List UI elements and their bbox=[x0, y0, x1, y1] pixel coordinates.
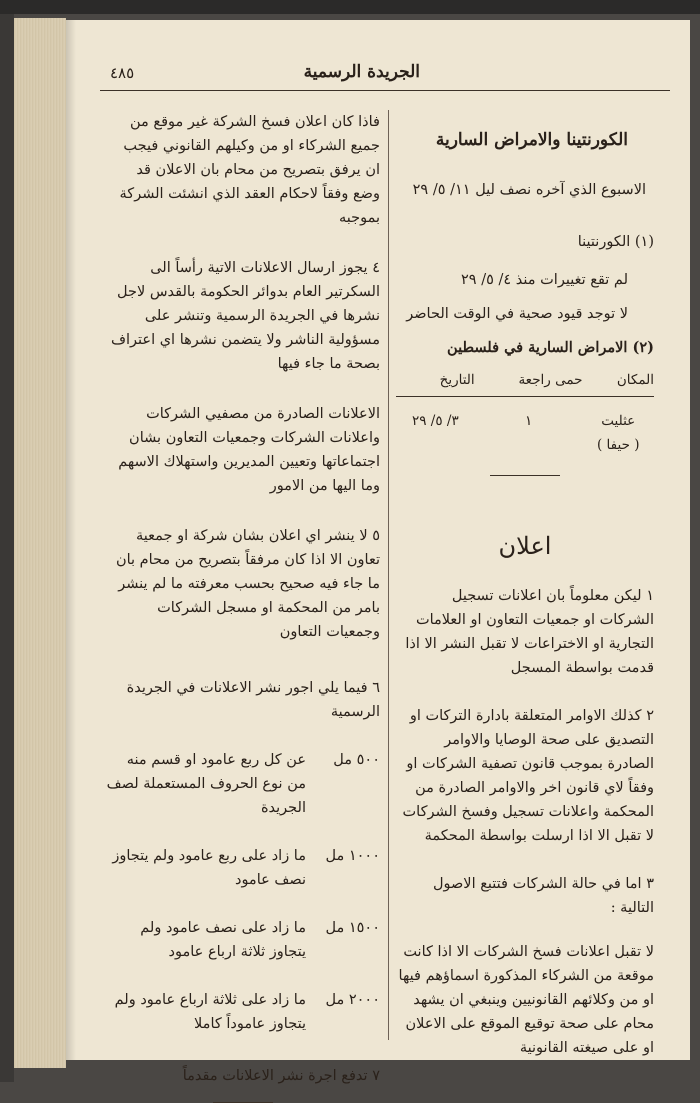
left-paragraph-6: ٧ تدفع اجرة نشر الاعلانات مقدماً bbox=[182, 1068, 380, 1084]
row-count: ١ bbox=[524, 413, 533, 429]
left-column bbox=[106, 110, 380, 1103]
table-header-date: التاريخ bbox=[396, 364, 475, 397]
fee-amount: ٥٠٠ مل bbox=[333, 752, 380, 768]
fee-amount: ١٥٠٠ مل bbox=[325, 920, 380, 936]
quarantine-title: الكورنتينا والامراض السارية bbox=[435, 130, 628, 150]
fee-text: عن كل ربع عامود او قسم منه من نوع الحروف المستعملة لصف الجريدة bbox=[106, 752, 306, 816]
table-row bbox=[396, 397, 654, 462]
diseases-table bbox=[396, 364, 654, 461]
fee-text: ما زاد على ثلاثة ارباع عامود ولم يتجاوز عاموداً كاملا bbox=[114, 992, 306, 1032]
row-place-note: ( حيفا ) bbox=[597, 437, 640, 453]
notice-paragraph-2: ٢ كذلك الاوامر المتعلقة بادارة التركات او التصديق على صحة الوصايا والاوامر الصادرة بموجب قانون تصفية الشركات او وفقاً لاي قانون اخر والاوامر الصادرة من المحكمة واعلانات تسجيل وفسخ الشركات لا تقبل الا اذا ارسلت بواسطة المحكمة bbox=[402, 708, 654, 844]
section2-heading: (٢) الامراض السارية في فلسطين bbox=[447, 339, 654, 356]
notice-title: اعلان bbox=[498, 532, 552, 560]
notice-paragraph-1: ١ ليكن معلوماً بان اعلانات تسجيل الشركات او جمعيات التعاون او العلامات التجارية او الاختراعات لا تقبل النشر الا اذا قدمت بواسطة المسجل bbox=[405, 588, 654, 676]
page-header bbox=[100, 58, 670, 91]
left-paragraph-1: فاذا كان اعلان فسخ الشركة غير موقع من جميع الشركاء او من وكيلهم القانوني فيجب ان يرفق بتصريح من محام بان الاعلان قد وضع وفقاً لاحكام العقد الذي انشئت الشركة بموجبه bbox=[119, 114, 380, 226]
fee-amount: ١٠٠٠ مل bbox=[325, 848, 380, 864]
section1-line1: لم تقع تغييرات منذ ٤/ ٥/ ٢٩ bbox=[461, 272, 628, 288]
notice-paragraph-4: لا تقبل اعلانات فسخ الشركات الا اذا كانت موقعة من الشركاء المذكورة اسماؤهم فيها او من وكلائهم القانونيين وينبغي ان يشهد محام على صحة توقيع الموقع على الاعلان او على صيغته القانونية bbox=[398, 944, 654, 1056]
row-place: عثليت bbox=[601, 413, 636, 429]
fee-row bbox=[106, 988, 380, 1036]
separator-rule bbox=[490, 475, 560, 476]
fee-row bbox=[106, 844, 380, 892]
week-line: الاسبوع الذي آخره نصف ليل ١١/ ٥/ ٢٩ bbox=[412, 182, 646, 198]
fee-amount: ٢٠٠٠ مل bbox=[325, 992, 380, 1008]
section1-heading: (١) الكورنتينا bbox=[577, 234, 654, 250]
left-paragraph-4: ٥ لا ينشر اي اعلان بشان شركة او جمعية تعاون الا اذا كان مرفقاً بتصريح من محام بان ما جاء فيه صحيح بحسب معرفته ما لم ينشر بامر من المحكمة او مسجل الشركات وجمعيات التعاون bbox=[115, 528, 380, 640]
table-header-disease: حمى راجعة bbox=[475, 364, 583, 397]
fee-text: ما زاد على نصف عامود ولم يتجاوز ثلاثة ارباع عامود bbox=[140, 920, 306, 960]
gazette-title: الجريدة الرسمية bbox=[303, 62, 420, 82]
right-column bbox=[396, 110, 654, 1060]
fee-row bbox=[106, 916, 380, 964]
document-page bbox=[66, 20, 690, 1084]
notice-paragraph-3: ٣ اما في حالة الشركات فتتبع الاصول التالية : bbox=[432, 876, 654, 916]
fee-text: ما زاد على ربع عامود ولم يتجاوز نصف عامود bbox=[112, 848, 306, 888]
book-spine bbox=[0, 14, 14, 1082]
section1-line2: لا توجد قيود صحية في الوقت الحاضر bbox=[406, 306, 628, 322]
page-number: ٤٨٥ bbox=[110, 64, 135, 82]
row-date: ٣/ ٥/ ٢٩ bbox=[411, 413, 459, 429]
left-paragraph-2: ٤ يجوز ارسال الاعلانات الاتية رأساً الى السكرتير العام بدوائر الحكومة بالقدس لاجل نشرها في الجريدة الرسمية وتنشر على مسؤولية الناشر ولا يتضمن نشرها اي اعتراف بصحة ما جاء فيها bbox=[110, 260, 380, 372]
column-divider bbox=[388, 110, 389, 1040]
left-paragraph-5: ٦ فيما يلي اجور نشر الاعلانات في الجريدة الرسمية bbox=[126, 680, 380, 720]
table-header-place: المكان bbox=[583, 364, 655, 397]
left-paragraph-3: الاعلانات الصادرة من مصفيي الشركات واعلانات الشركات وجمعيات التعاون بشان اجتماعاتها وتعيين المديرين واستهلاك الاسهم وما اليها من الامور bbox=[118, 406, 380, 494]
top-border bbox=[0, 0, 700, 14]
page-edges bbox=[14, 18, 66, 1068]
fee-row bbox=[106, 748, 380, 820]
page-gutter-shadow bbox=[66, 20, 76, 1060]
